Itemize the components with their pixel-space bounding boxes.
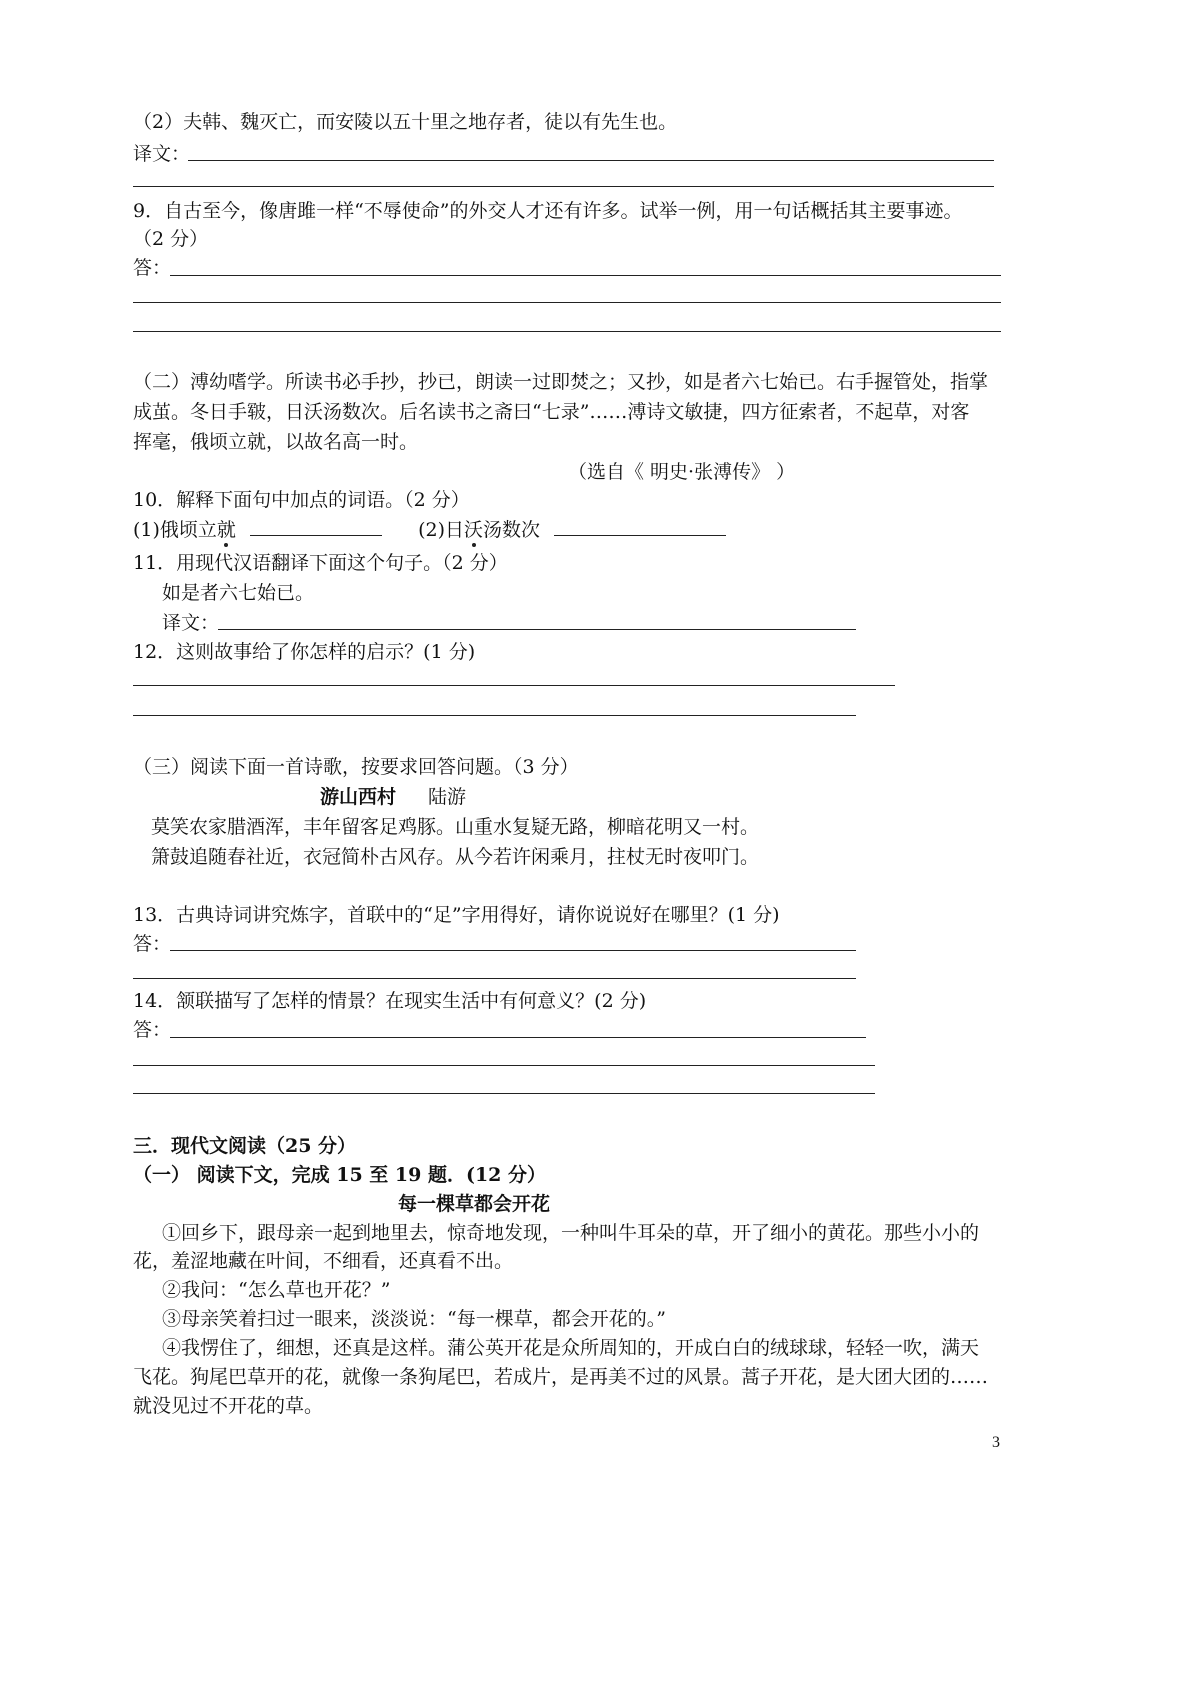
q10-item2-blank	[554, 517, 726, 536]
article-para-1a: ①回乡下，跟母亲一起到地里去，惊奇地发现，一种叫牛耳朵的草，开了细小的黄花。那些小小的	[162, 1222, 980, 1244]
poem-intro: （三）阅读下面一首诗歌，按要求回答问题。（3 分）	[133, 756, 579, 778]
article-para-4a: ④我愣住了，细想，还真是这样。蒲公英开花是众所周知的，开成白白的绒球球，轻轻一吹，满天	[162, 1337, 980, 1359]
q10-question: 10．解释下面句中加点的词语。（2 分）	[133, 489, 470, 511]
article-para-4c: 就没见过不开花的草。	[133, 1395, 324, 1417]
q8-2-answer-label: 译文：	[133, 143, 191, 165]
answer-line	[170, 275, 1001, 276]
passage2-line-2: 成茧。冬日手皲，日沃汤数次。后名读书之斋曰“七录”……溥诗文敏捷，四方征索者，不起草，对客	[133, 401, 970, 423]
poem-title: 游山西村	[320, 786, 397, 808]
q14-answer-label: 答：	[133, 1019, 172, 1041]
q10-item1-dotted-word: 就	[216, 519, 236, 541]
q10-item2-dotted-word: 沃	[464, 519, 484, 541]
answer-line	[133, 331, 1001, 332]
article-para-1b: 花，羞涩地藏在叶间，不细看，还真看不出。	[133, 1250, 514, 1272]
answer-line	[133, 685, 895, 686]
page-number: 3	[992, 1434, 1000, 1451]
q11-question: 11．用现代汉语翻译下面这个句子。（2 分）	[133, 552, 508, 574]
q10-item2-prefix: (2)日	[418, 519, 464, 541]
poem-author: 陆游	[428, 786, 467, 808]
q13-question: 13．古典诗词讲究炼字，首联中的“足”字用得好，请你说说好在哪里？(1 分)	[133, 904, 780, 926]
q9-answer-label: 答：	[133, 257, 172, 279]
q9-score: （2 分）	[133, 228, 209, 250]
article-title: 每一棵草都会开花	[398, 1193, 551, 1215]
answer-line	[170, 950, 856, 951]
poem-line-2: 箫鼓追随春社近，衣冠简朴古风存。从今若许闲乘月，拄杖无时夜叩门。	[151, 846, 760, 868]
answer-line	[133, 1093, 875, 1094]
answer-line	[133, 186, 994, 187]
passage2-line-3: 挥毫，俄顷立就，以故名高一时。	[133, 431, 419, 453]
poem-line-1: 莫笑农家腊酒浑，丰年留客足鸡豚。山重水复疑无路，柳暗花明又一村。	[151, 816, 760, 838]
article-para-3: ③母亲笑着扫过一眼来，淡淡说：“每一棵草，都会开花的。”	[162, 1308, 666, 1330]
answer-line	[133, 978, 856, 979]
article-para-2: ②我问：“怎么草也开花？”	[162, 1279, 391, 1301]
answer-line	[133, 715, 856, 716]
q8-2-sentence: （2）夫韩、魏灭亡，而安陵以五十里之地存者，徒以有先生也。	[133, 111, 678, 133]
passage2-line-1: （二）溥幼嗜学。所读书必手抄，抄已，朗读一过即焚之；又抄，如是者六七始已。右手握管处，指掌	[133, 371, 989, 393]
answer-line	[133, 1065, 875, 1066]
answer-line	[188, 160, 994, 161]
q10-item2-suffix: 汤数次	[483, 519, 541, 541]
q9-question: 9．自古至今，像唐雎一样“不辱使命”的外交人才还有许多。试举一例，用一句话概括其主要事迹。	[133, 200, 963, 222]
q11-answer-label: 译文：	[162, 612, 220, 634]
answer-line	[133, 302, 1001, 303]
q10-item1-blank	[250, 517, 382, 536]
q12-question: 12．这则故事给了你怎样的启示？(1 分)	[133, 641, 476, 663]
q10-item1-prefix: (1)俄顷立	[133, 519, 217, 541]
q11-sentence: 如是者六七始已。	[162, 582, 315, 604]
section3-subheading: （一） 阅读下文，完成 15 至 19 题．(12 分）	[133, 1164, 547, 1186]
section3-heading: 三．现代文阅读（25 分）	[133, 1135, 357, 1157]
q13-answer-label: 答：	[133, 933, 172, 955]
answer-line	[170, 1037, 866, 1038]
q14-question: 14．颔联描写了怎样的情景？在现实生活中有何意义？(2 分)	[133, 990, 647, 1012]
passage2-source: （选自《 明史·张溥传》 ）	[568, 461, 796, 483]
article-para-4b: 飞花。狗尾巴草开的花，就像一条狗尾巴，若成片，是再美不过的风景。蒿子开花，是大团大团的……	[133, 1366, 989, 1388]
q10-items	[133, 517, 726, 542]
answer-line	[218, 629, 856, 630]
